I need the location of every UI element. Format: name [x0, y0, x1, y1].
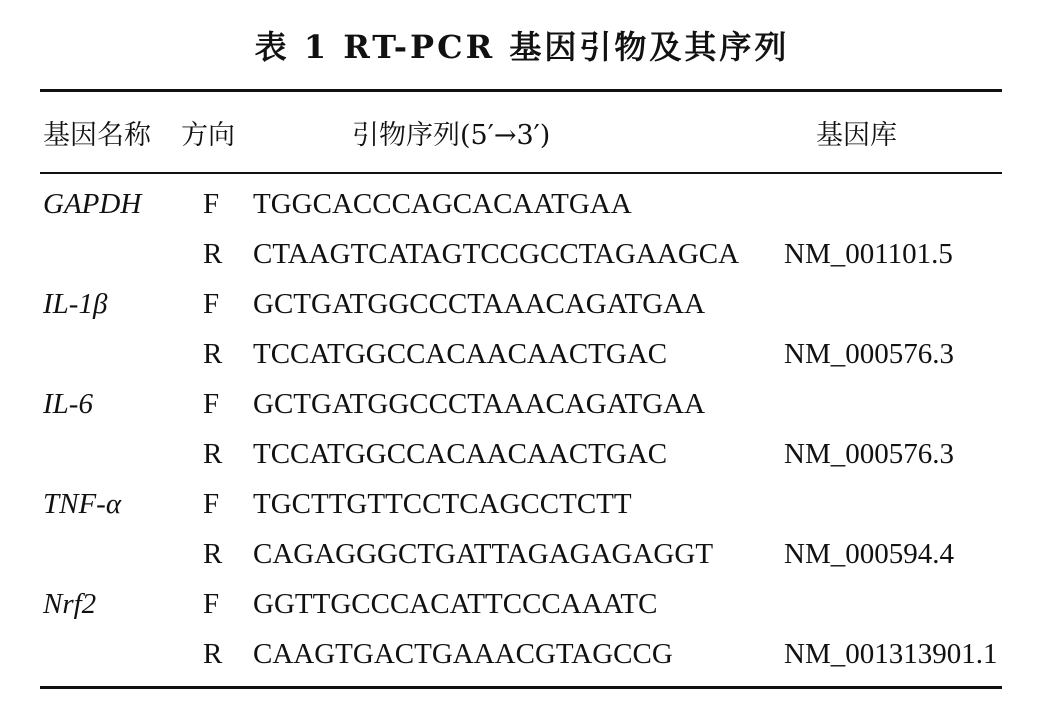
gene-name: Nrf2: [43, 588, 97, 620]
table-row: [0, 488, 1044, 538]
table-row: [0, 588, 1044, 638]
table-row: [0, 638, 1044, 688]
table-row: [0, 538, 1044, 588]
table-row: [0, 238, 1044, 288]
direction: F: [203, 488, 220, 520]
direction: R: [203, 638, 223, 670]
primer-sequence: CTAAGTCATAGTCCGCCTAGAAGCA: [253, 238, 740, 270]
direction: R: [203, 338, 223, 370]
direction: R: [203, 438, 223, 470]
table-row: [0, 438, 1044, 488]
direction: F: [203, 188, 220, 220]
direction: R: [203, 238, 223, 270]
primer-sequence: CAAGTGACTGAAACGTAGCCG: [253, 638, 673, 670]
accession-number: NM_000576.3: [784, 338, 954, 370]
table-row: [0, 188, 1044, 238]
table-row: [0, 388, 1044, 438]
gene-name: TNF-α: [43, 488, 122, 520]
direction: F: [203, 288, 220, 320]
primer-sequence: TGGCACCCAGCACAATGAA: [253, 188, 632, 220]
header-sequence: 引物序列(5′→3′): [352, 120, 551, 151]
top-rule: [40, 89, 1002, 92]
accession-number: NM_001101.5: [784, 238, 953, 270]
accession-number: NM_001313901.1: [784, 638, 998, 670]
header-direction: 方向: [181, 120, 235, 151]
header-gene: 基因名称: [43, 120, 151, 151]
gene-name: IL-1β: [43, 288, 108, 320]
accession-number: NM_000594.4: [784, 538, 954, 570]
primer-sequence: TCCATGGCCACAACAACTGAC: [253, 438, 668, 470]
primer-sequence: GCTGATGGCCCTAAACAGATGAA: [253, 388, 706, 420]
table-row: [0, 338, 1044, 388]
table-row: [0, 288, 1044, 338]
header-accession: 基因库: [816, 120, 897, 151]
primer-sequence: TCCATGGCCACAACAACTGAC: [253, 338, 668, 370]
table-title: 表 1 RT-PCR 基因引物及其序列: [254, 28, 790, 66]
accession-number: NM_000576.3: [784, 438, 954, 470]
primer-sequence: TGCTTGTTCCTCAGCCTCTT: [253, 488, 632, 520]
direction: F: [203, 588, 220, 620]
primer-sequence: GGTTGCCCACATTCCCAAATC: [253, 588, 658, 620]
gene-name: IL-6: [43, 388, 93, 420]
primer-sequence: CAGAGGGCTGATTAGAGAGAGGT: [253, 538, 714, 570]
direction: F: [203, 388, 220, 420]
primer-sequence: GCTGATGGCCCTAAACAGATGAA: [253, 288, 706, 320]
bottom-rule: [40, 686, 1002, 689]
direction: R: [203, 538, 223, 570]
header-rule: [40, 172, 1002, 174]
gene-name: GAPDH: [43, 188, 142, 220]
